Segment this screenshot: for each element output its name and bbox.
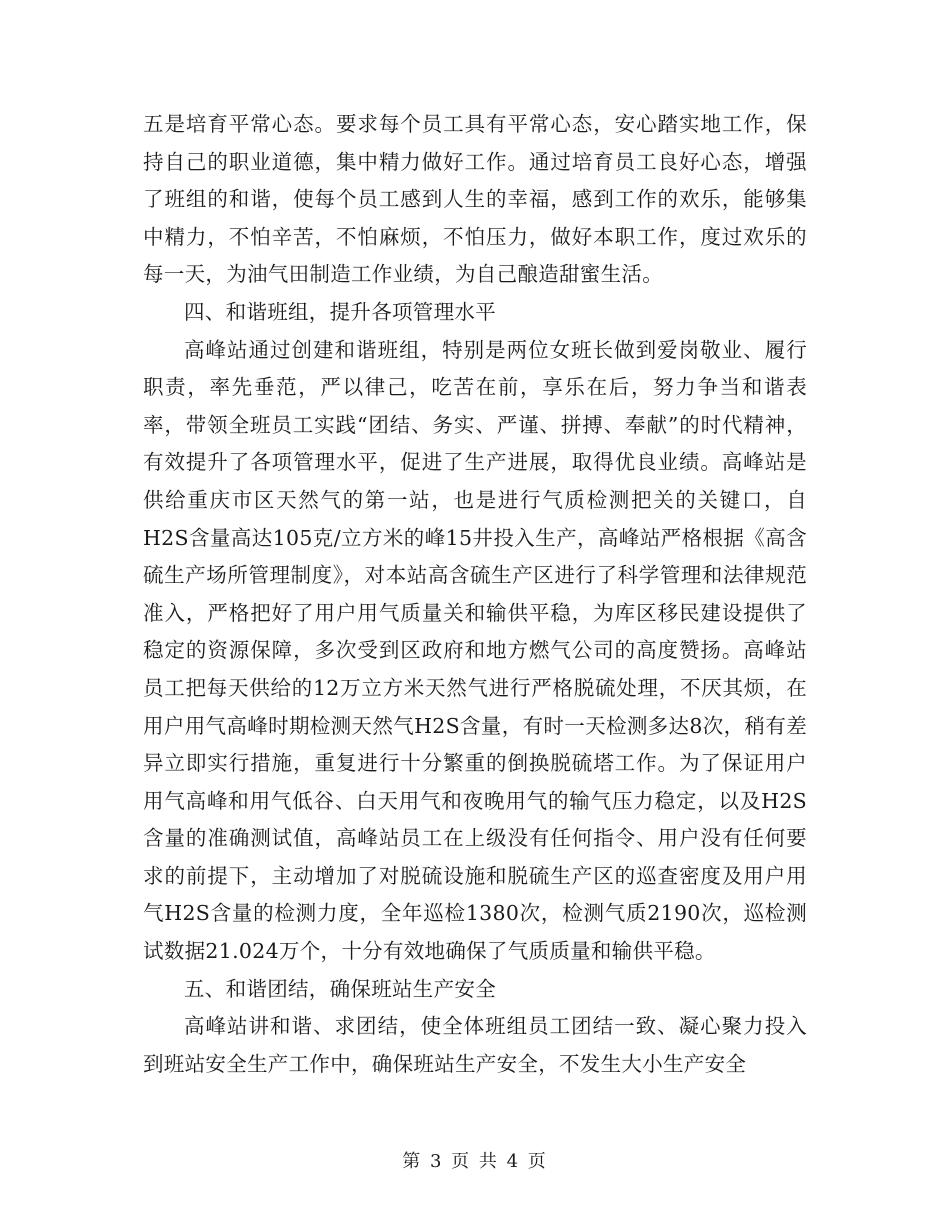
page-number-footer: 第 3 页 共 4 页 bbox=[402, 1151, 548, 1172]
document-body bbox=[143, 106, 807, 1083]
section-heading-4: 四、和谐班组，提升各项管理水平 bbox=[184, 299, 496, 324]
paragraph-management: 高峰站通过创建和谐班组，特别是两位女班长做到爱岗敬业、履行职责，率先垂范，严以律己，吃苦在前，享乐在后，努力争当和谐表率，带领全班员工实践“团结、务实、严谨、拼搏、奉献”的时代精神，有效提升了各项管理水平，促进了生产进展，取得优良业绩。高峰站是供给重庆市区天然气的第一站，也是进行气质检测把关的关键口，自H2S含量高达105克/立方米的峰15井投入生产，高峰站严格根据《高含硫生产场所管理制度》，对本站高含硫生产区进行了科学管理和法律规范准入，严格把好了用户用气质量关和输供平稳，为库区移民建设提供了稳定的资源保障，多次受到区政府和地方燃气公司的高度赞扬。高峰站员工把每天供给的12万立方米天然气进行严格脱硫处理，不厌其烦，在用户用气高峰时期检测天然气H2S含量，有时一天检测多达8次，稍有差异立即实行措施，重复进行十分繁重的倒换脱硫塔工作。为了保证用户用气高峰和用气低谷、白天用气和夜晚用气的输气压力稳定，以及H2S含量的准确测试值，高峰站员工在上级没有任何指令、用户没有任何要求的前提下，主动增加了对脱硫设施和脱硫生产区的巡查密度及用户用气H2S含量的检测力度，全年巡检1380次，检测气质2190次，巡检测试数据21.024万个，十分有效地确保了气质质量和输供平稳。 bbox=[143, 337, 807, 964]
section-heading-5: 五、和谐团结，确保班站生产安全 bbox=[184, 976, 496, 1001]
paragraph-safety: 高峰站讲和谐、求团结，使全体班组员工团结一致、凝心聚力投入到班站安全生产工作中，确保班站生产安全，不发生大小生产安全 bbox=[143, 1014, 807, 1076]
paragraph-mindset: 五是培育平常心态。要求每个员工具有平常心态，安心踏实地工作，保持自己的职业道德，集中精力做好工作。通过培育员工良好心态，增强了班组的和谐，使每个员工感到人生的幸福，感到工作的欢乐，能够集中精力，不怕辛苦，不怕麻烦，不怕压力，做好本职工作，度过欢乐的每一天，为油气田制造工作业绩，为自己酿造甜蜜生活。 bbox=[143, 112, 807, 287]
